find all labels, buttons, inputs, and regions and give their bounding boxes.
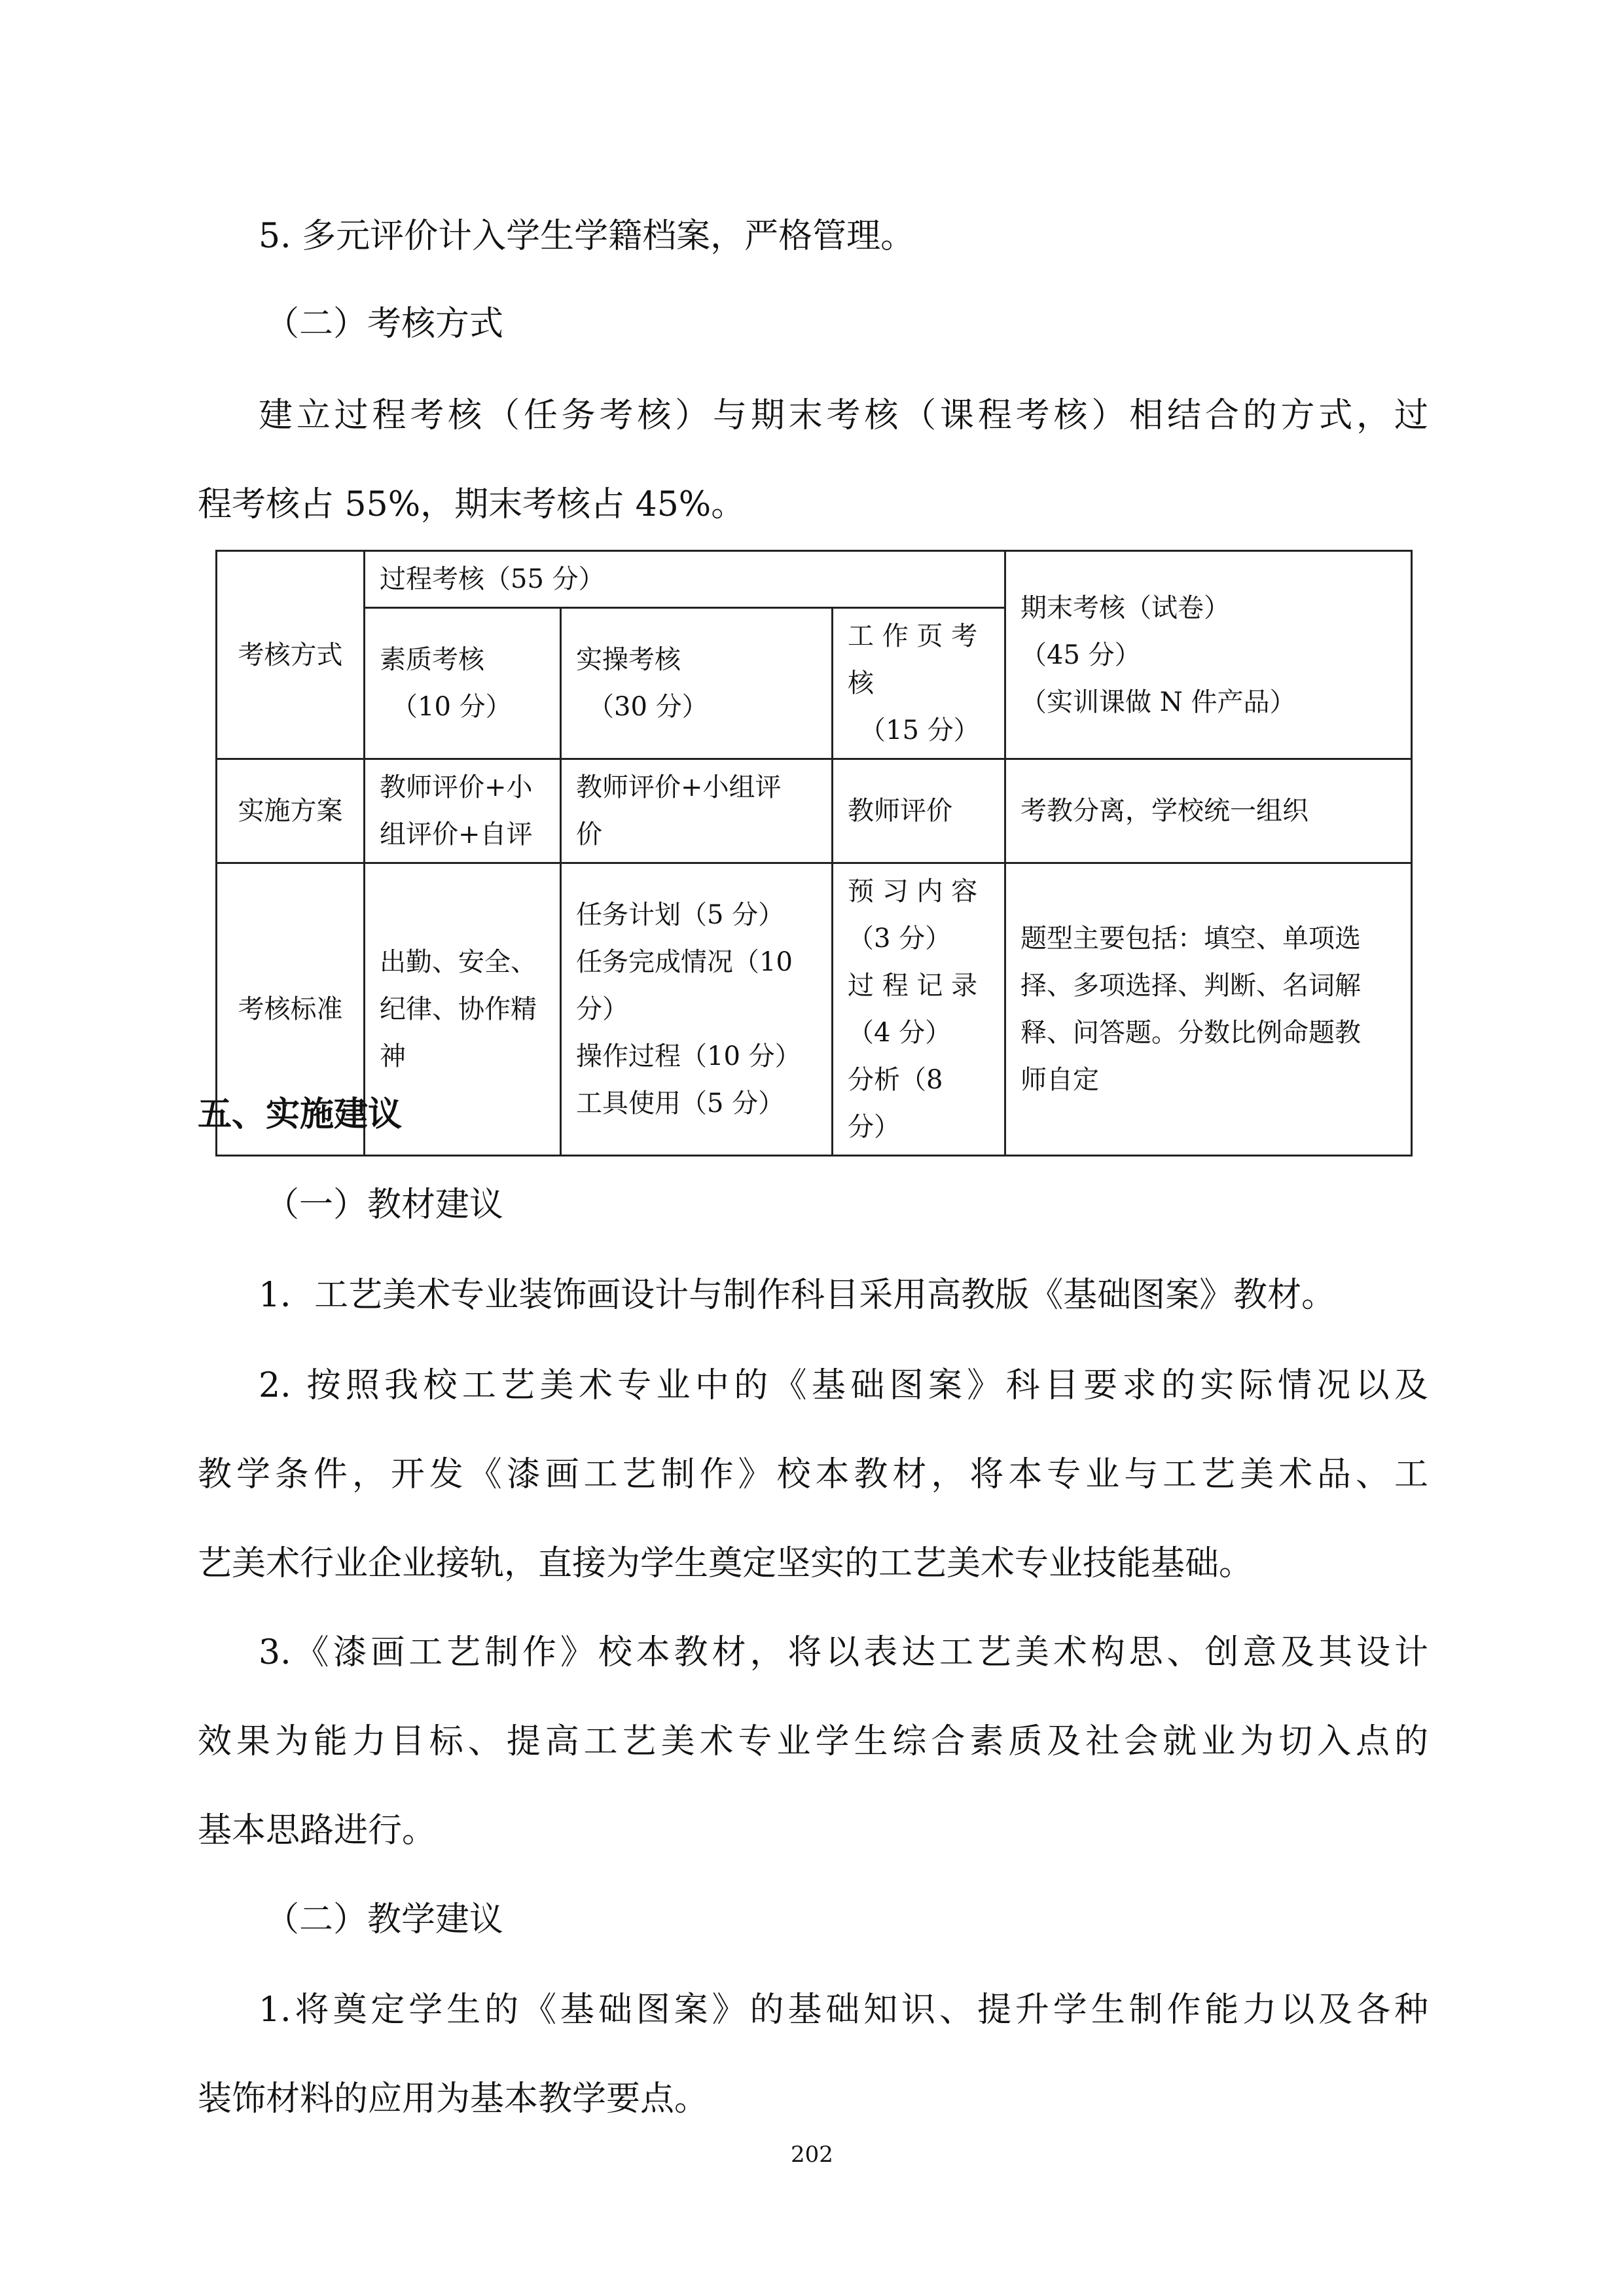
- final-title: 期末考核（试卷）: [1020, 592, 1231, 623]
- page-number: 202: [791, 2142, 833, 2168]
- standard-final-line3: 释、问答题。分数比例命题教: [1020, 1018, 1362, 1048]
- plan-practice: [561, 759, 833, 863]
- subheading-textbook: （一）教材建议: [265, 1185, 504, 1225]
- standard-practice-line4: 操作过程（10 分）: [576, 1041, 801, 1071]
- worksheet-score: （15 分）: [859, 715, 980, 745]
- standard-worksheet-line1: 预 习 内 容: [848, 876, 978, 906]
- paragraph-textbook-item3-line2: 效果为能力目标、提高工艺美术专业学生综合素质及社会就业为切入点的: [198, 1722, 1428, 1761]
- standard-practice-line1: 任务计划（5 分）: [576, 900, 785, 930]
- paragraph-textbook-item2-line1: 2. 按照我校工艺美术专业中的《基础图案》科目要求的实际情况以及: [259, 1366, 1428, 1405]
- worksheet-title-line2: 核: [848, 668, 874, 698]
- final-assessment-header: [1005, 551, 1412, 759]
- standard-final-line4: 师自定: [1020, 1065, 1100, 1095]
- practice-score: （30 分）: [588, 692, 708, 722]
- standard-worksheet-line3: 过 程 记 录: [848, 971, 978, 1001]
- paragraph-textbook-item2-line3: 艺美术行业企业接轨，直接为学生奠定坚实的工艺美术专业技能基础。: [198, 1544, 1254, 1583]
- standard-final-line1: 题型主要包括：填空、单项选: [1020, 924, 1362, 954]
- plan-practice-line1: 教师评价+小组评: [576, 772, 782, 802]
- assessment-table: [215, 550, 1413, 1157]
- paragraph-multi-evaluation: 5. 多元评价计入学生学籍档案，严格管理。: [259, 217, 915, 256]
- plan-practice-line2: 价: [576, 819, 602, 850]
- subheading-assessment-method: （二）考核方式: [265, 304, 504, 344]
- quality-title: 素质考核: [380, 645, 484, 675]
- row-label-plan: 实施方案: [217, 759, 365, 863]
- standard-practice-line5: 工具使用（5 分）: [576, 1088, 785, 1119]
- quality-assessment-header: [365, 608, 561, 759]
- paragraph-textbook-item3-line1: 3.《漆画工艺制作》校本教材，将以表达工艺美术构思、创意及其设计: [259, 1633, 1428, 1672]
- standard-practice-line2: 任务完成情况（10: [576, 947, 793, 977]
- section-heading-implementation: 五、实施建议: [198, 1095, 403, 1134]
- practice-assessment-header: [561, 608, 833, 759]
- worksheet-assessment-header: [833, 608, 1005, 759]
- standard-worksheet-line4: （4 分）: [848, 1018, 952, 1048]
- plan-quality: [365, 759, 561, 863]
- standard-final-line2: 择、多项选择、判断、名词解: [1020, 971, 1362, 1001]
- worksheet-title-line1: 工 作 页 考: [848, 621, 978, 651]
- final-note: （实训课做 N 件产品）: [1020, 687, 1296, 717]
- paragraph-textbook-item3-line3: 基本思路进行。: [198, 1811, 437, 1850]
- paragraph-textbook-item1: 1．工艺美术专业装饰画设计与制作科目采用高教版《基础图案》教材。: [259, 1276, 1336, 1315]
- practice-title: 实操考核: [576, 645, 681, 675]
- standard-quality-line2: 纪律、协作精: [380, 994, 537, 1024]
- plan-worksheet: 教师评价: [833, 759, 1005, 863]
- standard-quality-line3: 神: [380, 1041, 406, 1071]
- subheading-teaching: （二）教学建议: [265, 1900, 504, 1939]
- paragraph-assessment-line1: 建立过程考核（任务考核）与期末考核（课程考核）相结合的方式，过: [259, 396, 1428, 435]
- row-label-method: 考核方式: [217, 551, 365, 759]
- final-score: （45 分）: [1020, 639, 1141, 670]
- process-assessment-header: 过程考核（55 分）: [365, 551, 1005, 608]
- paragraph-teaching-item1-line2: 装饰材料的应用为基本教学要点。: [198, 2079, 709, 2119]
- paragraph-textbook-item2-line2: 教学条件，开发《漆画工艺制作》校本教材，将本专业与工艺美术品、工: [198, 1455, 1428, 1494]
- row-label-standard: 考核标准: [217, 863, 365, 1156]
- plan-final: 考教分离，学校统一组织: [1005, 759, 1412, 863]
- standard-practice-line3: 分）: [576, 994, 628, 1024]
- plan-quality-line1: 教师评价+小: [380, 772, 533, 802]
- plan-quality-line2: 组评价+自评: [380, 819, 533, 850]
- paragraph-teaching-item1-line1: 1.将奠定学生的《基础图案》的基础知识、提升学生制作能力以及各种: [259, 1990, 1428, 2030]
- quality-score: （10 分）: [391, 692, 512, 722]
- standard-worksheet-line5: 分析（8 分）: [848, 1065, 943, 1142]
- standard-quality-line1: 出勤、安全、: [380, 947, 537, 977]
- standard-worksheet-line2: （3 分）: [848, 924, 952, 954]
- paragraph-assessment-line2: 程考核占 55%，期末考核占 45%。: [198, 485, 746, 524]
